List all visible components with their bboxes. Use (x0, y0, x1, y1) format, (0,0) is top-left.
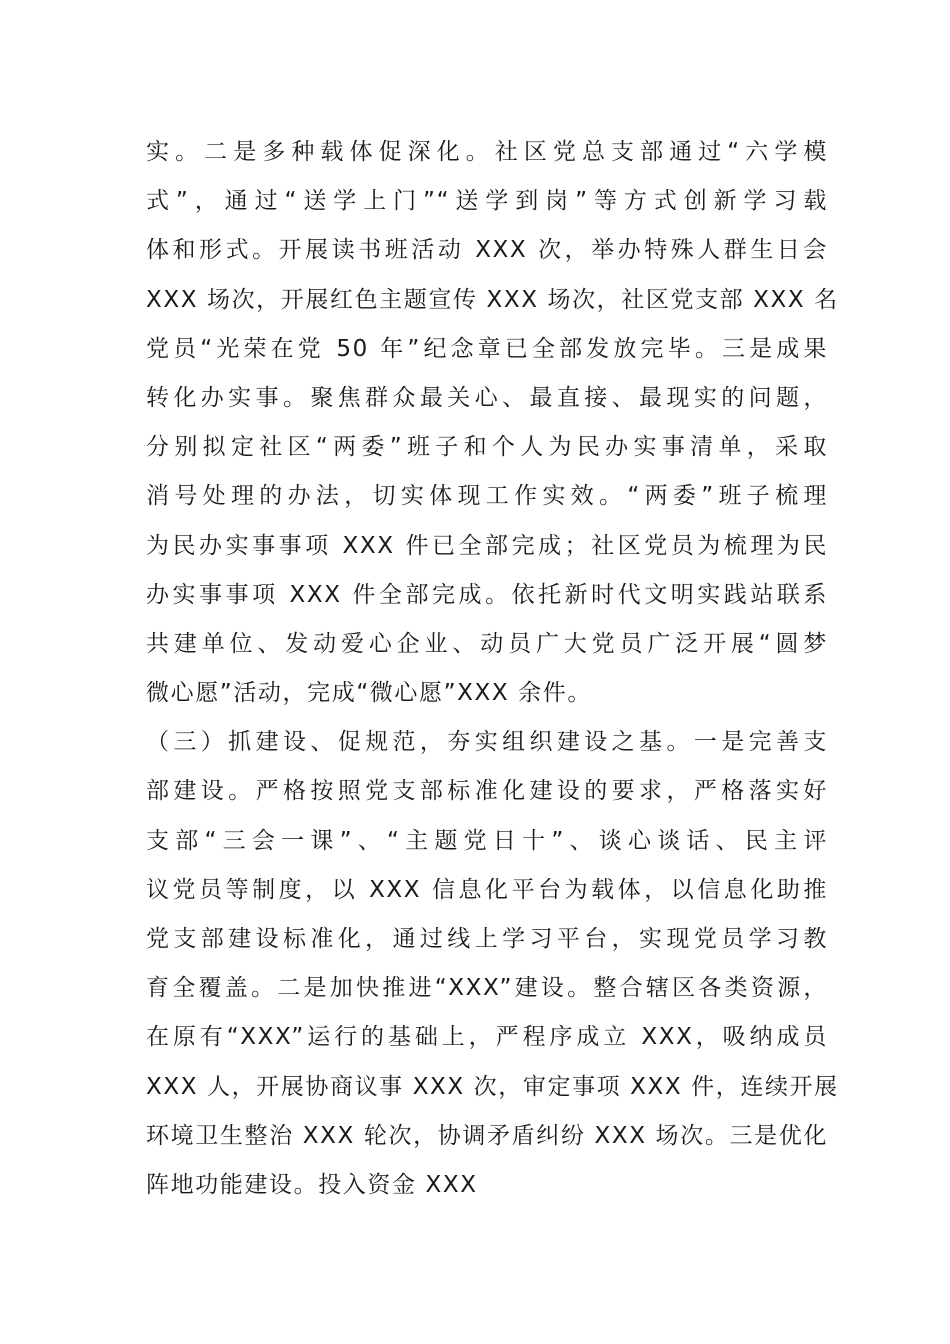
text-line: 办实事事项 XXX 件全部完成。依托新时代文明实践站联系 (146, 581, 828, 608)
text-line: 在原有“XXX”运行的基础上，严程序成立 XXX，吸纳成员 (146, 1024, 828, 1051)
text-line: 分别拟定社区“两委”班子和个人为民办实事清单，采取 (146, 434, 828, 461)
text-line: 环境卫生整治 XXX 轮次，协调矛盾纠纷 XXX 场次。三是优化 (146, 1122, 828, 1149)
text-line: 育全覆盖。二是加快推进“XXX”建设。整合辖区各类资源， (146, 975, 828, 1002)
text-line: 体和形式。开展读书班活动 XXX 次，举办特殊人群生日会 (146, 237, 828, 264)
text-line: 支部“三会一课”、“主题党日十”、谈心谈话、民主评 (146, 827, 828, 854)
text-line: 党支部建设标准化，通过线上学习平台，实现党员学习教 (146, 926, 828, 952)
document-body (146, 128, 846, 1210)
paragraph-end-line: 微心愿”活动，完成“微心愿”XXX 余件。 (146, 680, 592, 707)
text-line: 议党员等制度，以 XXX 信息化平台为载体，以信息化助推 (146, 876, 828, 903)
text-line: 式”，通过“送学上门”“送学到岗”等方式创新学习载 (146, 188, 828, 215)
text-line: 为民办实事事项 XXX 件已全部完成；社区党员为梳理为民 (146, 532, 828, 559)
text-line: 实。二是多种载体促深化。社区党总支部通过“六学模 (146, 139, 828, 165)
text-line: 党员“光荣在党 50 年”纪念章已全部发放完毕。三是成果 (146, 335, 828, 362)
text-line: 共建单位、发动爱心企业、动员广大党员广泛开展“圆梦 (146, 630, 828, 657)
section-heading-line: （三）抓建设、促规范，夯实组织建设之基。一是完善支 (146, 729, 828, 756)
text-line: 部建设。严格按照党支部标准化建设的要求，严格落实好 (146, 778, 828, 805)
paragraph-end-line: 阵地功能建设。投入资金 XXX (146, 1171, 478, 1198)
text-line: XXX 人，开展协商议事 XXX 次，审定事项 XXX 件，连续开展 (146, 1073, 839, 1100)
text-line: 转化办实事。聚焦群众最关心、最直接、最现实的问题， (146, 384, 828, 411)
text-line: 消号处理的办法，切实体现工作实效。“两委”班子梳理 (146, 483, 828, 510)
text-line: XXX 场次，开展红色主题宣传 XXX 场次，社区党支部 XXX 名 (146, 286, 839, 313)
